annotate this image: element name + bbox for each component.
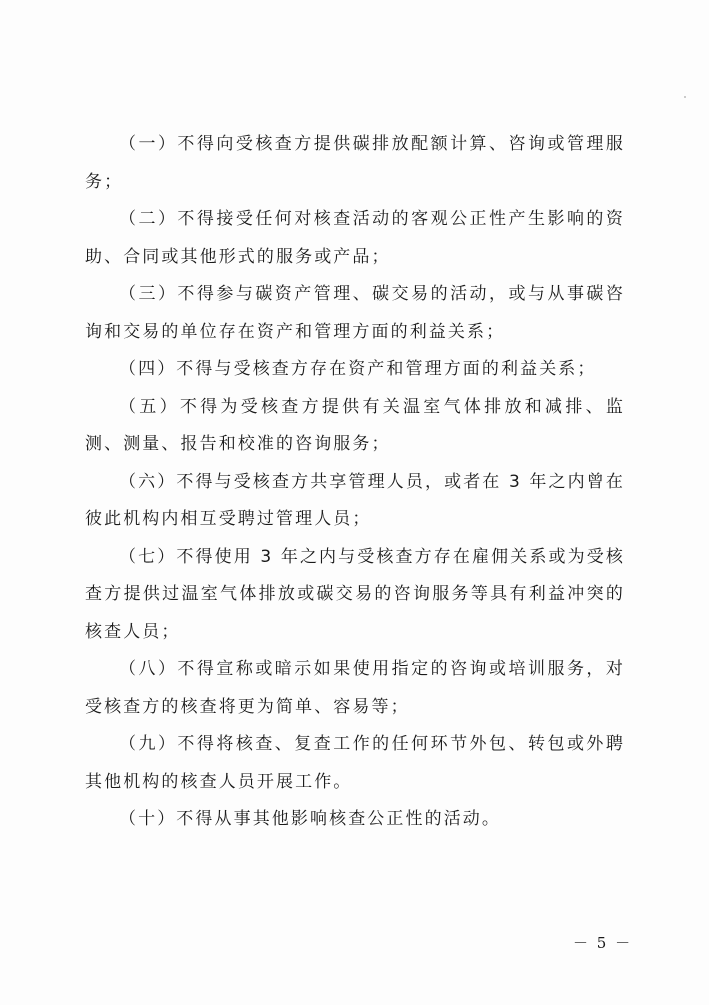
paragraph-9: （九）不得将核查、复查工作的任何环节外包、转包或外聘其他机构的核查人员开展工作。 <box>85 734 625 792</box>
paragraph-5: （五）不得为受核查方提供有关温室气体排放和减排、监测、测量、报告和校准的咨询服务； <box>85 396 625 454</box>
paragraph-7: （七）不得使用 3 年之内与受核查方存在雇佣关系或为受核查方提供过温室气体排放或碳交易的咨询服务等具有利益冲突的核查人员； <box>85 546 625 642</box>
page-number: － 5 － <box>573 934 633 952</box>
paragraph-10: （十）不得从事其他影响核查公正性的活动。 <box>119 809 501 829</box>
document-body <box>85 126 625 839</box>
paragraph-6: （六）不得与受核查方共享管理人员，或者在 3 年之内曾在彼此机构内相互受聘过管理人员； <box>85 471 625 529</box>
paragraph-1: （一）不得向受核查方提供碳排放配额计算、咨询或管理服务； <box>85 134 625 192</box>
scan-speck <box>684 96 686 98</box>
paragraph-8: （八）不得宣称或暗示如果使用指定的咨询或培训服务，对受核查方的核查将更为简单、容易等； <box>85 659 625 717</box>
paragraph-2: （二）不得接受任何对核查活动的客观公正性产生影响的资助、合同或其他形式的服务或产品； <box>85 209 625 267</box>
paragraph-4: （四）不得与受核查方存在资产和管理方面的利益关系； <box>119 359 597 379</box>
paragraph-3: （三）不得参与碳资产管理、碳交易的活动，或与从事碳咨询和交易的单位存在资产和管理方面的利益关系； <box>85 284 625 342</box>
